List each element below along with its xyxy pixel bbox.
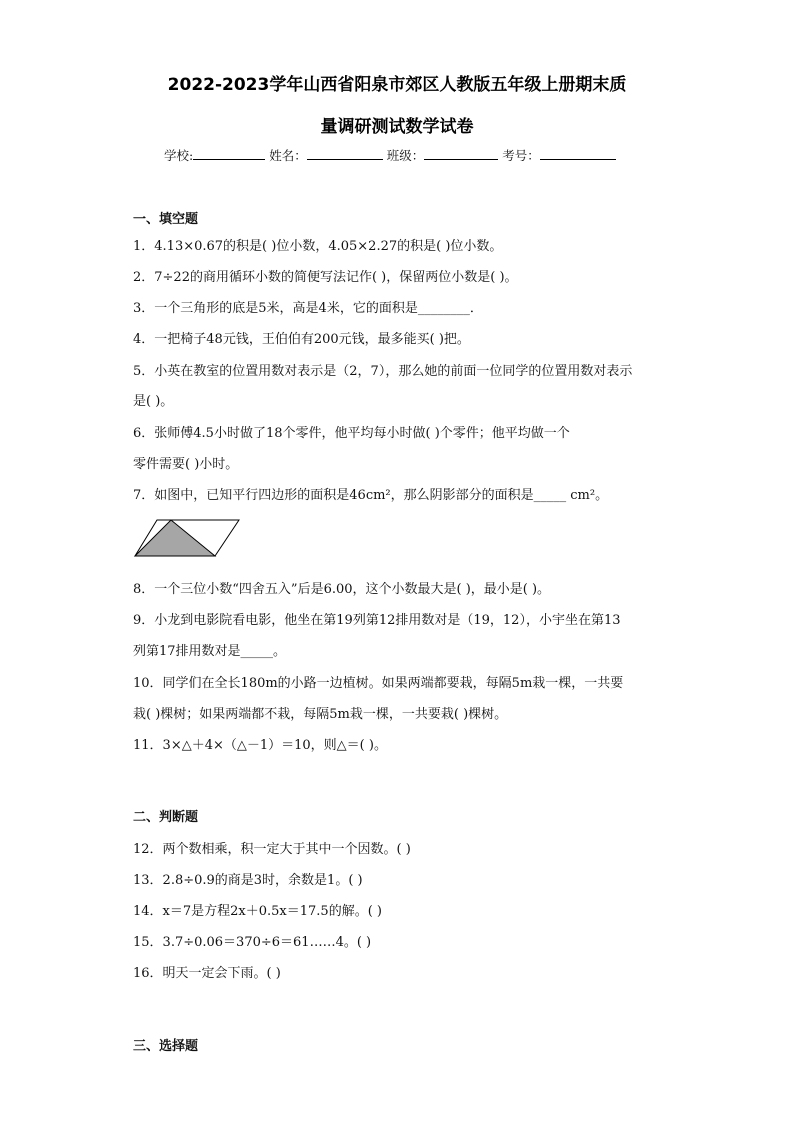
question-6-line2: 零件需要( )小时。: [133, 457, 239, 472]
question-5-line2: 是( )。: [133, 394, 174, 409]
student-info-row: [164, 146, 616, 164]
question-9-line1: 9．小龙到电影院看电影，他坐在第19列第12排用数对是（19，12），小宇坐在第13: [133, 613, 621, 628]
question-10-line2: 栽( )棵树；如果两端都不栽，每隔5m栽一棵，一共要栽( )棵树。: [133, 707, 508, 722]
question-4: 4．一把椅子48元钱，王伯伯有200元钱，最多能买( )把。: [133, 332, 470, 347]
question-6-line1: 6．张师傅4.5小时做了18个零件，他平均每小时做( )个零件；他平均做一个: [133, 426, 570, 441]
name-label: 姓名：: [269, 148, 307, 163]
question-7: 7．如图中，已知平行四边形的面积是46cm²，那么阴影部分的面积是_____ cm²。: [133, 488, 609, 503]
section-fill-in-title: 一、填空题: [133, 212, 199, 227]
question-3: 3．一个三角形的底是5米，高是4米，它的面积是________．: [133, 301, 483, 316]
parallelogram-figure: [133, 518, 243, 560]
school-label: 学校:: [164, 148, 194, 163]
class-blank[interactable]: [424, 146, 498, 160]
question-1: 1．4.13×0.67的积是( )位小数，4.05×2.27的积是( )位小数。: [133, 239, 503, 254]
exam-number-blank[interactable]: [540, 146, 616, 160]
name-blank[interactable]: [307, 146, 383, 160]
section-true-false-title: 二、判断题: [133, 810, 199, 825]
exam-number-label: 考号：: [502, 148, 540, 163]
question-12: 12．两个数相乘，积一定大于其中一个因数。( ): [133, 842, 411, 857]
question-11: 11．3×△＋4×（△－1）＝10，则△＝( )。: [133, 738, 387, 753]
question-10-line1: 10．同学们在全长180m的小路一边植树。如果两端都要栽，每隔5m栽一棵，一共要: [133, 676, 624, 691]
question-13: 13．2.8÷0.9的商是3时，余数是1。( ): [133, 873, 363, 888]
question-2: 2．7÷22的商用循环小数的简便写法记作( )，保留两位小数是( )。: [133, 270, 518, 285]
question-9-line2: 列第17排用数对是_____。: [133, 644, 287, 659]
school-blank[interactable]: [193, 146, 265, 160]
question-14: 14．x＝7是方程2x＋0.5x＝17.5的解。( ): [133, 904, 382, 919]
shaded-triangle: [135, 520, 215, 556]
question-5-line1: 5．小英在教室的位置用数对表示是（2，7），那么她的前面一位同学的位置用数对表示: [133, 364, 633, 379]
exam-title-line2: 量调研测试数学试卷: [320, 117, 474, 137]
question-16: 16．明天一定会下雨。( ): [133, 966, 281, 981]
class-label: 班级：: [386, 148, 425, 163]
question-8: 8．一个三位小数“四舍五入”后是6.00，这个小数最大是( )，最小是( )。: [133, 582, 551, 597]
section-multiple-choice-title: 三、选择题: [133, 1039, 199, 1054]
exam-title-line1: 2022-2023学年山西省阳泉市郊区人教版五年级上册期末质: [167, 75, 627, 95]
question-15: 15．3.7÷0.06＝370÷6＝61……4。( ): [133, 935, 372, 950]
